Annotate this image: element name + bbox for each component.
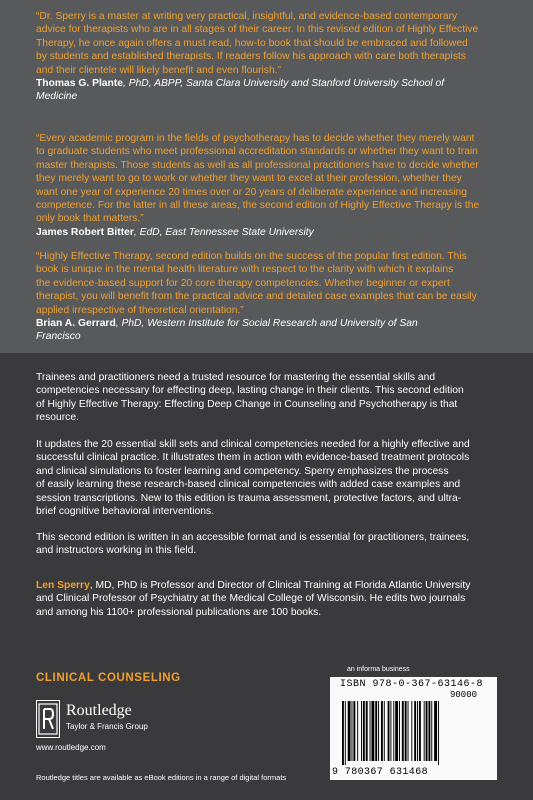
barcode-bar	[353, 701, 355, 761]
barcode-bar	[371, 701, 374, 761]
publisher-website: www.routledge.com	[36, 743, 106, 752]
barcode-bar	[370, 701, 371, 761]
endorsement-bitter	[36, 132, 506, 239]
barcode-bar	[405, 701, 407, 761]
isbn-label: ISBN 978-0-367-63146-8	[340, 679, 484, 690]
barcode-bars-icon	[340, 701, 490, 767]
barcode-bar	[438, 701, 439, 765]
barcode-bar	[431, 701, 432, 761]
endorsement-attribution: Brian A. Gerrard, PhD, Western Institute for Social Research and University of San Francisco	[36, 318, 418, 343]
barcode-bar	[357, 701, 358, 761]
barcode-bar	[434, 701, 437, 761]
isbn-barcode	[330, 677, 497, 780]
endorsement-gerrard	[36, 250, 506, 344]
routledge-logo	[36, 700, 236, 740]
endorsement-quote: “Highly Effective Therapy, second edition builds on the success of the popular first edition. This book is unique in the mental health literature with respect to the clarity with which it explains the evidence-based support for 20 core therapy competencies. Whether beginner or expert therapist, you will benefit from the practical advice and detailed case examples that can be easily applied irrespective of theoretical orientation.”	[36, 251, 477, 316]
endorsement-quote: “Dr. Sperry is a master at writing very practical, insightful, and evidence-based contemporary advice for therapists who are in all stages of their career. In this revised edition of Highly Effective Therapy, he once again offers a must read, how-to book that should be embraced and followed by students and established therapists. If readers follow his approach with care both therapists and their clientele will likely benefit and even flourish.”	[36, 11, 479, 76]
barcode-bar	[388, 701, 390, 761]
subject-category: CLINICAL COUNSELING	[36, 672, 181, 684]
description-paragraph: It updates the 20 essential skill sets and clinical competencies needed for a highly effective and successful clinical practice. It illustrates them in action with evidence-based treatment protocols and clinical simulations to foster learning and competency. Sperry emphasizes the process of easily learning these research-based clinical competencies with added case examples and session transcriptions. New to this edition is trauma assessment, protective factors, and ultra- brief cognitive behavioral interventions.	[36, 439, 470, 518]
barcode-bar	[424, 701, 425, 761]
endorsement-attribution: James Robert Bitter, EdD, East Tennessee State University	[36, 226, 314, 238]
endorsement-attribution: Thomas G. Plante, PhD, ABPP, Santa Clara University and Stanford University School of Medicine	[36, 78, 445, 103]
barcode-bar	[348, 701, 351, 761]
barcode-bar	[399, 701, 400, 761]
barcode-bar	[375, 701, 377, 761]
barcode-bar	[363, 701, 365, 761]
routledge-mark-icon	[36, 700, 60, 738]
ebook-formats-note: Routledge titles are available as eBook editions in a range of digital formats	[36, 773, 287, 782]
barcode-bar	[393, 701, 394, 761]
endorsement-quote: “Every academic program in the fields of psychotherapy has to decide whether they merely want to graduate students who meet professional accreditation standards or whether they want to train master therapists. Those students as well as all professional practitioners have to decide whether they merely want to go to work or whether they want to excel at their profession, whether they want one year of experience 20 times over or 20 years of deliberate experience and increasing competence. For the latter in all these areas, the second edition of Highly Effective Therapy is the only book that matters.”	[36, 133, 480, 225]
barcode-bar	[402, 701, 404, 761]
description-paragraph: This second edition is written in an accessible format and is essential for practitioners, trainees, and instructors working in this field.	[36, 532, 470, 557]
barcode-bar	[428, 701, 430, 761]
barcode-bar	[378, 701, 379, 761]
price-code: 90000	[450, 690, 478, 700]
publisher-group: Taylor & Francis Group	[66, 722, 148, 731]
barcode-bar	[411, 701, 412, 761]
barcode-bar	[361, 701, 362, 761]
barcode-bar	[419, 701, 421, 761]
barcode-bar	[390, 701, 391, 761]
author-bio: Len Sperry, MD, PhD is Professor and Director of Clinical Training at Florida Atlantic University and Clinical Professor of Psychiatry at the Medical College of Wisconsin. He edits two journals and among his 1100+ professional publications are 100 books.	[36, 580, 471, 618]
barcode-bar	[414, 701, 416, 761]
barcode-bar	[395, 701, 398, 761]
barcode-bar	[345, 701, 346, 765]
barcode-bar	[366, 701, 368, 761]
publisher-name: Routledge	[66, 702, 132, 719]
barcode-bar	[342, 701, 344, 765]
barcode-bar	[352, 701, 353, 761]
ean-digits: 9 780367 631468	[332, 767, 429, 778]
informa-tagline: an informa business	[347, 666, 410, 673]
description-paragraph: Trainees and practitioners need a trusted resource for mastering the essential skills and competencies necessary for effecting deep, lasting change in their clients. This second edition of Highly Effective Therapy: Effecting Deep Change in Counseling and Psychotherapy is that resource.	[36, 372, 464, 424]
barcode-bar	[384, 701, 385, 761]
barcode-bar	[426, 701, 428, 761]
endorsement-plante	[36, 10, 506, 104]
barcode-bar	[408, 701, 409, 761]
barcode-bar	[417, 701, 418, 761]
barcode-bar	[381, 701, 383, 761]
